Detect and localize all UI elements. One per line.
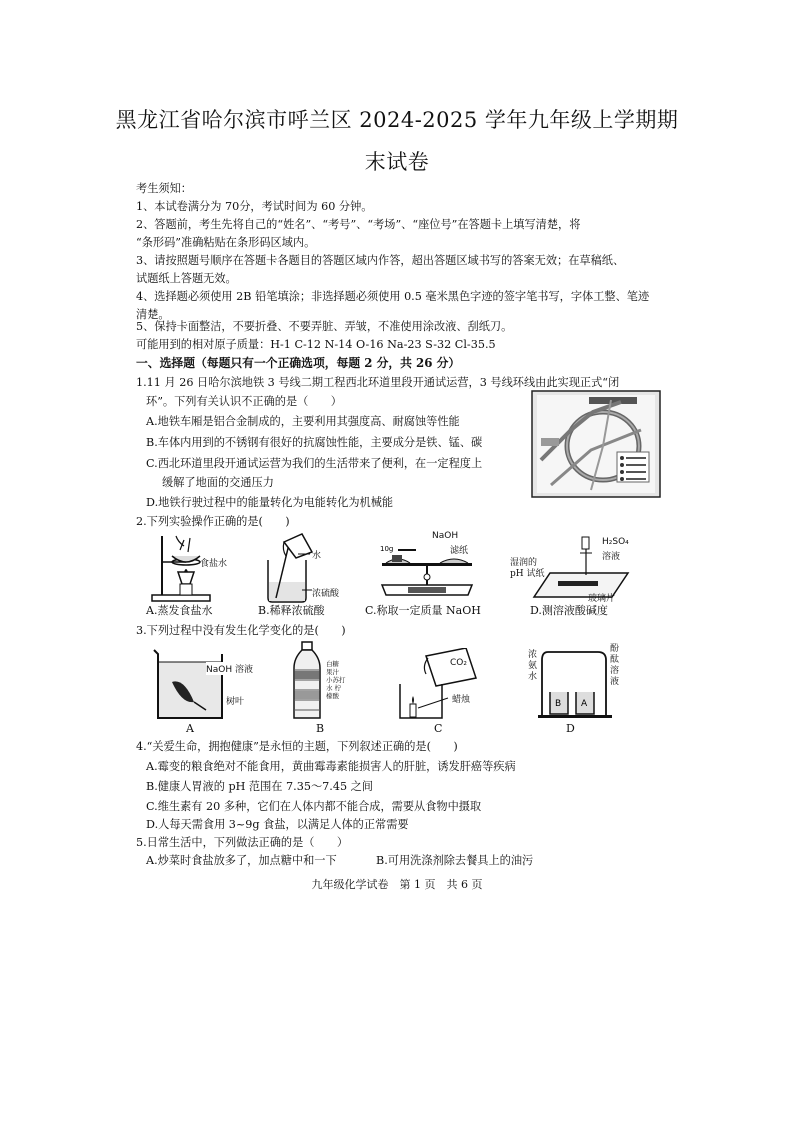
q3-stem: 3.下列过程中没有发生化学变化的是( ) [136, 624, 346, 637]
notice-item: 清楚。 [136, 308, 170, 321]
label-h2so4: H₂SO₄ [602, 537, 629, 547]
svg-text:B: B [555, 699, 562, 709]
q3-label-b: B [316, 722, 325, 735]
notice-item: 5、保持卡面整洁，不要折叠、不要弄脏、弄皱，不准使用涂改液、刮纸刀。 [136, 320, 513, 333]
q1-option-a: A.地铁车厢是铝合金制成的，主要利用其强度高、耐腐蚀等性能 [146, 415, 460, 428]
q5-stem: 5.日常生活中，下列做法正确的是（ ） [136, 836, 349, 849]
label-salt-water: 食盐水 [200, 559, 228, 569]
balance-apparatus [378, 531, 478, 601]
ammonia-phenol-apparatus [528, 644, 628, 720]
q3-label-c: C [434, 722, 443, 735]
label-water: 水 [312, 551, 322, 561]
q5-option-b: B.可用洗涤剂除去餐具上的油污 [376, 854, 534, 867]
label-phenolphthalein: 酚酞溶液 [610, 644, 620, 687]
q4-option-c: C.维生素有 20 多种，它们在人体内都不能合成，需要从食物中摄取 [146, 800, 482, 813]
metro-map-image [531, 390, 661, 498]
notice-item: 2、答题前，考生先将自己的“姓名”、“考号”、“考场”、“座位号”在答题卡上填写清楚，将 [136, 218, 581, 231]
svg-text:10g: 10g [380, 545, 394, 553]
label-naoh-solution: NaOH 溶液 [206, 662, 253, 675]
label-glass: 玻璃片 [588, 594, 616, 604]
atomic-masses: 可能用到的相对原子质量：H-1 C-12 N-14 O-16 Na-23 S-32 Cl-35.5 [136, 338, 496, 351]
q3-label-a: A [186, 722, 194, 735]
notice-item: 试题纸上答题无效。 [136, 272, 237, 285]
evaporation-apparatus [150, 532, 240, 604]
q4-option-d: D.人每天需食用 3~9g 食盐，以满足人体的正常需要 [146, 818, 409, 831]
q4-stem: 4.“关爱生命，拥抱健康”是永恒的主题，下列叙述正确的是( ) [136, 740, 458, 753]
dilution-apparatus [262, 532, 342, 604]
section-heading: 一、选择题（每题只有一个正确选项，每题 2 分，共 26 分） [136, 356, 461, 370]
q1-option-c-2: 缓解了地面的交通压力 [162, 476, 274, 489]
q1-option-d: D.地铁行驶过程中的能量转化为电能转化为机械能 [146, 496, 394, 509]
q4-option-a: A.霉变的粮食绝对不能食用，黄曲霉毒素能损害人的肝脏，诱发肝癌等疾病 [146, 760, 516, 773]
label-candle: 蜡烛 [452, 695, 471, 705]
page-title: 黑龙江省哈尔滨市呼兰区 2024-2025 学年九年级上学期期 [115, 108, 679, 132]
q2-option-a: A.蒸发食盐水 [146, 604, 213, 617]
bottle-drink-apparatus [292, 640, 352, 722]
notice-heading: 考生须知： [136, 182, 192, 195]
q1-option-c: C.西北环道里段开通试运营为我们的生活带来了便利，在一定程度上 [146, 457, 483, 470]
label-bottle-contents: 白糖 果汁 小苏打 水 柠檬酸 [326, 660, 346, 700]
ph-test-apparatus [508, 535, 638, 604]
q2-stem: 2.下列实验操作正确的是( ) [136, 515, 290, 528]
label-leaf: 树叶 [226, 697, 245, 707]
q2-option-c: C.称取一定质量 NaOH [365, 604, 481, 617]
label-wet: 湿润的 [510, 558, 538, 568]
label-ammonia: 浓氨水 [528, 650, 538, 682]
label-filter-paper: 滤纸 [450, 546, 469, 556]
notice-item: “条形码”准确粘贴在条形码区域内。 [136, 236, 316, 249]
notice-item: 1、本试卷满分为 70分，考试时间为 60 分钟。 [136, 200, 373, 213]
q1-stem: 1.11 月 26 日哈尔滨地铁 3 号线二期工程西北环道里段开通试运营，3 号线环线由此实现正式“闭 [136, 376, 620, 389]
q1-option-b: B.车体内用到的不锈钢有很好的抗腐蚀性能，主要成分是铁、锰、碳 [146, 436, 483, 449]
label-naoh: NaOH [432, 531, 459, 541]
label-solution: 溶液 [602, 552, 621, 562]
page-footer: 九年级化学试卷 第 1 页 共 6 页 [311, 878, 483, 891]
q2-option-d: D.测溶液酸碱度 [530, 604, 608, 617]
label-conc-acid: 浓硫酸 [312, 589, 340, 599]
q5-option-a: A.炒菜时食盐放多了，加点糖中和一下 [146, 854, 337, 867]
page-title-line2: 末试卷 [364, 150, 430, 174]
q1-stem-2: 环”。下列有关认识不正确的是（ ） [146, 395, 342, 408]
label-ph-paper: pH 试纸 [510, 569, 545, 579]
label-co2: CO₂ [450, 658, 467, 668]
notice-item: 4、选择题必须使用 2B 铅笔填涂；非选择题必须使用 0.5 毫米黑色字迹的签字笔书写，字体工整、笔迹 [136, 290, 650, 303]
svg-text:A: A [581, 699, 588, 709]
q4-option-b: B.健康人胃液的 pH 范围在 7.35～7.45 之间 [146, 780, 373, 793]
co2-candle-apparatus [396, 648, 496, 720]
q2-option-b: B.稀释浓硫酸 [258, 604, 325, 617]
beaker-leaf-apparatus [150, 646, 253, 722]
notice-item: 3、请按照题号顺序在答题卡各题目的答题区域内作答，超出答题区域书写的答案无效；在草稿纸、 [136, 254, 625, 267]
q3-label-d: D [566, 722, 575, 735]
